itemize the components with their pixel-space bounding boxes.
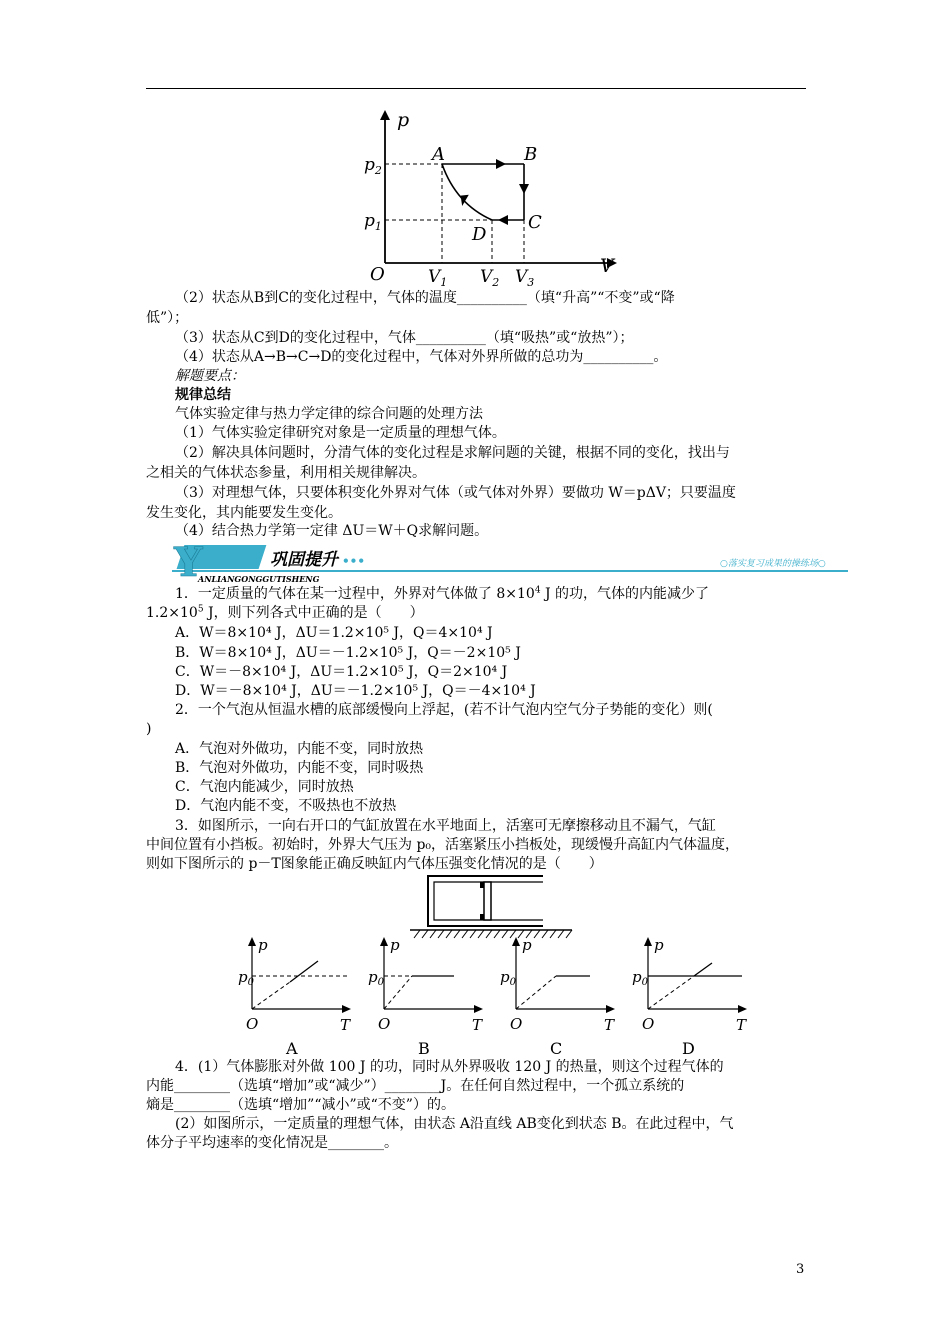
pt-graph-a xyxy=(238,936,351,1058)
q2-line2: 低”）； xyxy=(146,310,189,326)
q3-line: （3）状态从C到D的变化过程中，气体__________（填“吸热”或“放热”）； xyxy=(175,330,634,346)
ex2-line2: ) xyxy=(146,721,152,737)
summary-p4: （4）结合热力学第一定律 ΔU＝W＋Q求解问题。 xyxy=(175,523,489,539)
ex2-option-d: D．气泡内能不变，不吸热也不放热 xyxy=(175,798,397,814)
summary-p2b: 之相关的气体状态参量，利用相关规律解决。 xyxy=(146,465,426,481)
svg-text:p: p xyxy=(654,936,664,954)
stop-block-bottom xyxy=(480,914,484,920)
svg-text:T: T xyxy=(340,1016,351,1034)
p1-label: $p_1$ xyxy=(364,211,382,233)
key-points-label: 解题要点： xyxy=(175,368,245,384)
ex2-option-b: B．气泡对外做功，内能不变，同时吸热 xyxy=(175,760,424,776)
ex1-line2: $1.2\times 10^5$ J，则下列各式中正确的是（ ） xyxy=(146,604,424,621)
pt-graphs xyxy=(230,934,760,1060)
header-rule xyxy=(146,88,806,89)
svg-text:O: O xyxy=(642,1015,655,1033)
origin-label: O xyxy=(370,264,385,285)
stop-block-top xyxy=(480,882,484,888)
pt-graph-a-label: A xyxy=(286,1039,298,1058)
ex1-option-d: D．W＝－8×10⁴ J，ΔU＝－1.2×10⁵ J，Q＝－4×10⁴ J xyxy=(175,683,536,699)
banner-slogan: ○落实复习成果的操练场○ xyxy=(720,559,826,569)
summary-p1: （1）气体实验定律研究对象是一定质量的理想气体。 xyxy=(175,425,506,441)
v-axis-label: V xyxy=(600,255,614,277)
pt-graph-b xyxy=(368,936,483,1058)
banner-dots: ••• xyxy=(342,554,366,568)
ex3-line1: 3．如图所示，一向右开口的气缸放置在水平地面上，活塞可无摩擦移动且不漏气，气缸 xyxy=(175,818,716,834)
pt-graph-c-label: C xyxy=(550,1039,563,1058)
ex1-option-c: C．W＝－8×10⁴ J，ΔU＝1.2×10⁵ J，Q＝2×10⁴ J xyxy=(175,664,508,680)
piston xyxy=(484,882,491,920)
svg-text:p0: $p_0$ xyxy=(632,968,648,988)
pv-graph xyxy=(360,108,620,288)
svg-text:p: p xyxy=(522,936,532,954)
svg-text:T: T xyxy=(472,1016,483,1034)
v1-label: $V_1$ xyxy=(428,267,448,288)
pt-graph-b-label: B xyxy=(418,1039,430,1058)
ex3-line3: 则如下图所示的 p－T图象能正确反映缸内气体压强变化情况的是（ ） xyxy=(146,856,603,872)
v3-label: $V_3$ xyxy=(515,267,535,288)
point-d-label: D xyxy=(472,224,487,245)
page-number: 3 xyxy=(796,1262,805,1277)
p-axis-label: p xyxy=(397,109,410,131)
pt-graph-d xyxy=(632,936,747,1058)
ex4-line3: 熵是________（选填“增加”“减小”或“不变”）的。 xyxy=(146,1097,455,1113)
q4-line: （4）状态从A→B→C→D的变化过程中，气体对外界所做的总功为__________。 xyxy=(175,349,668,365)
svg-text:T: T xyxy=(604,1016,615,1034)
point-b-label: B xyxy=(524,144,538,165)
banner-letter: Y xyxy=(174,540,203,584)
banner-title: 巩固提升 xyxy=(270,550,338,570)
summary-p3a: （3）对理想气体，只要体积变化外界对气体（或气体对外界）要做功 W＝pΔV；只要温度 xyxy=(175,485,736,501)
point-c-label: C xyxy=(528,212,542,233)
point-a-label: A xyxy=(432,144,445,165)
ex2-line1: 2．一个气泡从恒温水槽的底部缓慢向上浮起，(若不计气泡内空气分子势能的变化）则( xyxy=(175,702,713,718)
svg-text:O: O xyxy=(246,1015,259,1033)
svg-text:O: O xyxy=(378,1015,391,1033)
q2-line1: （2）状态从B到C的变化过程中，气体的温度__________（填“升高”“不变”或“降 xyxy=(175,290,675,306)
ex4-line2: 内能________（选填“增加”或“减少”）________J。在任何自然过程中，一个孤立系统的 xyxy=(146,1078,685,1094)
ex1-line1: 1．一定质量的气体在某一过程中，外界对气体做了 $8\times 10^4$ J 的功，气体的内能减少了 xyxy=(175,585,710,602)
v2-label: $V_2$ xyxy=(480,267,500,288)
svg-text:p: p xyxy=(390,936,400,954)
summary-p3b: 发生变化，其内能要发生变化。 xyxy=(146,505,342,521)
ex2-option-c: C．气泡内能减少，同时放热 xyxy=(175,779,354,795)
ex3-line2: 中间位置有小挡板。初始时，外界大气压为 p₀，活塞紧压小挡板处，现缓慢升高缸内气体温度， xyxy=(146,837,740,853)
summary-title: 规律总结 xyxy=(175,387,231,403)
ex2-option-a: A．气泡对外做功，内能不变，同时放热 xyxy=(175,741,424,757)
p2-label: $p_2$ xyxy=(364,155,382,177)
svg-text:p: p xyxy=(258,936,268,954)
svg-text:T: T xyxy=(736,1016,747,1034)
ex4-line1: 4．(1）气体膨胀对外做 100 J 的功，同时从外界吸收 120 J 的热量，则这个过程气体的 xyxy=(175,1059,724,1075)
ex1-option-b: B．W＝8×10⁴ J，ΔU＝－1.2×10⁵ J，Q＝－2×10⁵ J xyxy=(175,645,521,661)
ex4-line5: 体分子平均速率的变化情况是________。 xyxy=(146,1135,398,1151)
summary-subtitle: 气体实验定律与热力学定律的综合问题的处理方法 xyxy=(175,406,483,422)
svg-text:p0: $p_0$ xyxy=(238,968,254,988)
pt-graph-d-label: D xyxy=(682,1039,695,1058)
svg-text:O: O xyxy=(510,1015,523,1033)
path-ad-curve xyxy=(442,164,492,220)
banner-pinyin: ANLIANGONGGUTISHENG xyxy=(198,574,320,584)
cylinder-figure xyxy=(410,870,580,942)
ex1-option-a: A．W＝8×10⁴ J，ΔU＝1.2×10⁵ J，Q＝4×10⁴ J xyxy=(175,625,493,641)
section-banner xyxy=(172,540,848,584)
svg-text:p0: $p_0$ xyxy=(368,968,384,988)
svg-text:p0: $p_0$ xyxy=(500,968,516,988)
pt-graph-c xyxy=(500,936,615,1058)
summary-p2a: （2）解决具体问题时，分清气体的变化过程是求解问题的关键，根据不同的变化，找出与 xyxy=(175,445,730,461)
ex4-line4: (2）如图所示，一定质量的理想气体，由状态 A沿直线 AB变化到状态 B。在此过程中，气 xyxy=(175,1116,734,1132)
